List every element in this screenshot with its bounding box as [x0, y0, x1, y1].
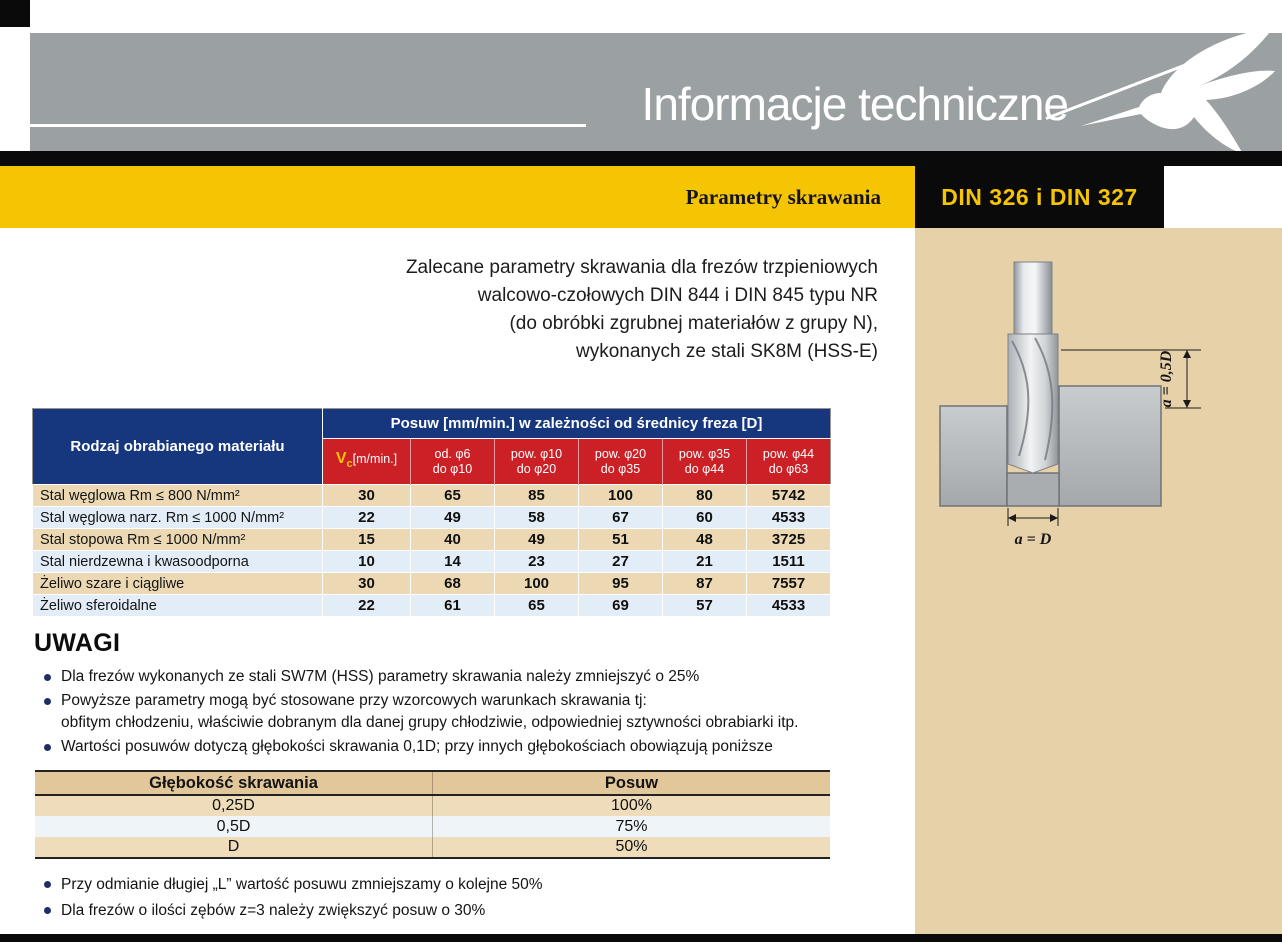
value-cell: 61	[411, 595, 495, 617]
vc-column-header	[323, 439, 411, 485]
page-title: Informacje techniczne	[641, 78, 1068, 130]
list-item	[44, 873, 915, 897]
list-item-text: Przy odmianie długiej „L” wartość posuwu zmniejszamy o kolejne 50%	[61, 876, 543, 893]
material-cell: Stal węglowa narz. Rm ≤ 1000 N/mm²	[33, 507, 323, 529]
value-cell: 51	[579, 529, 663, 551]
feed-cell: 50%	[433, 837, 831, 858]
table-row	[35, 795, 830, 816]
value-cell: 87	[663, 573, 747, 595]
value-cell: 58	[495, 507, 579, 529]
value-cell: 15	[323, 529, 411, 551]
material-cell: Stal węglowa Rm ≤ 800 N/mm²	[33, 485, 323, 507]
din-standard-box	[915, 166, 1164, 228]
list-item-text: Powyższe parametry mogą być stosowane przy wzorcowych warunkach skrawania tj: obfitym chłodzeniu, właściwie dobranym dla danej grupy chłodziwie, odpowiedniej sztywności obrabiarki itp.	[61, 692, 799, 731]
value-cell: 23	[495, 551, 579, 573]
list-item-text: Dla frezów o ilości zębów z=3 należy zwiększyć posuw o 30%	[61, 902, 486, 919]
footer-notes	[44, 873, 915, 923]
value-cell: 68	[411, 573, 495, 595]
value-cell: 27	[579, 551, 663, 573]
bullet-icon	[44, 674, 51, 681]
feed-span-header: Posuw [mm/min.] w zależności od średnicy freza [D]	[323, 409, 831, 439]
value-cell: 49	[411, 507, 495, 529]
value-cell: 65	[495, 595, 579, 617]
feed-cell: 100%	[433, 795, 831, 816]
depth-feed-table	[35, 770, 830, 859]
intro-line: wykonanych ze stali SK8M (HSS-E)	[576, 341, 878, 362]
value-cell: 1511	[747, 551, 831, 573]
dimension-horizontal	[1008, 508, 1058, 526]
depth-cell: D	[35, 837, 433, 858]
vc-subscript: c	[346, 458, 353, 471]
table-row	[35, 837, 830, 858]
list-item	[44, 690, 915, 734]
value-cell: 7557	[747, 573, 831, 595]
material-cell: Żeliwo sferoidalne	[33, 595, 323, 617]
value-cell: 22	[323, 507, 411, 529]
value-cell: 4533	[747, 595, 831, 617]
header-band	[30, 33, 1282, 151]
bullet-icon	[44, 881, 51, 888]
intro-line: walcowo-czołowych DIN 844 i DIN 845 typu NR	[477, 285, 878, 306]
depth-cell: 0,5D	[35, 816, 433, 837]
list-item	[44, 736, 915, 758]
value-cell: 65	[411, 485, 495, 507]
divider-strip	[0, 151, 1282, 166]
value-cell: 30	[323, 573, 411, 595]
value-cell: 49	[495, 529, 579, 551]
depth-cell: 0,25D	[35, 795, 433, 816]
value-cell: 30	[323, 485, 411, 507]
intro-paragraph	[0, 254, 878, 366]
diameter-column-header: pow. φ20 do φ35	[579, 439, 663, 485]
value-cell: 10	[323, 551, 411, 573]
table-row	[33, 485, 831, 507]
feed-cell: 75%	[433, 816, 831, 837]
cutting-parameters-table	[32, 408, 831, 617]
list-item-text: Dla frezów wykonanych ze stali SW7M (HSS) parametry skrawania należy zmniejszyć o 25%	[61, 668, 700, 685]
vc-symbol: V	[335, 449, 347, 467]
dim-label-horizontal: a = D	[1014, 531, 1052, 548]
feed-column-header: Posuw	[433, 771, 831, 795]
value-cell: 69	[579, 595, 663, 617]
value-cell: 80	[663, 485, 747, 507]
value-cell: 85	[495, 485, 579, 507]
material-cell: Stal nierdzewna i kwasoodporna	[33, 551, 323, 573]
corner-block	[0, 0, 30, 27]
uwagi-heading: UWAGI	[34, 629, 121, 657]
table-row	[35, 816, 830, 837]
section-title: Parametry skrawania	[685, 184, 881, 209]
value-cell: 22	[323, 595, 411, 617]
milling-diagram	[915, 246, 1282, 576]
table-row	[33, 595, 831, 617]
din-standard-label: DIN 326 i DIN 327	[941, 183, 1138, 210]
end-mill	[1008, 262, 1058, 473]
material-cell: Stal stopowa Rm ≤ 1000 N/mm²	[33, 529, 323, 551]
value-cell: 100	[495, 573, 579, 595]
value-cell: 5742	[747, 485, 831, 507]
diameter-column-header: pow. φ10 do φ20	[495, 439, 579, 485]
list-item-text: Wartości posuwów dotyczą głębokości skrawania 0,1D; przy innych głębokościach obowiązują poniższe	[61, 738, 773, 755]
list-item	[44, 666, 915, 688]
value-cell: 14	[411, 551, 495, 573]
diameter-column-header: pow. φ44 do φ63	[747, 439, 831, 485]
bullet-icon	[44, 698, 51, 705]
value-cell: 40	[411, 529, 495, 551]
diameter-column-header: pow. φ35 do φ44	[663, 439, 747, 485]
table-row	[33, 551, 831, 573]
bullet-icon	[44, 907, 51, 914]
value-cell: 100	[579, 485, 663, 507]
value-cell: 21	[663, 551, 747, 573]
material-column-header: Rodzaj obrabianego materiału	[33, 409, 323, 485]
diameter-column-header: od. φ6 do φ10	[411, 439, 495, 485]
table-row	[33, 507, 831, 529]
main-content	[0, 228, 915, 934]
value-cell: 67	[579, 507, 663, 529]
value-cell: 57	[663, 595, 747, 617]
value-cell: 4533	[747, 507, 831, 529]
intro-line: (do obróbki zgrubnej materiałów z grupy N),	[509, 313, 878, 334]
uwagi-list	[44, 666, 915, 758]
value-cell: 3725	[747, 529, 831, 551]
intro-line: Zalecane parametry skrawania dla frezów trzpieniowych	[405, 257, 878, 278]
value-cell: 95	[579, 573, 663, 595]
sidebar-panel	[915, 228, 1282, 934]
material-cell: Żeliwo szare i ciągliwe	[33, 573, 323, 595]
bottom-bar	[0, 934, 1282, 942]
table-row	[33, 573, 831, 595]
section-banner	[0, 166, 915, 228]
list-item	[44, 899, 915, 923]
vc-unit: [m/min.]	[352, 451, 398, 466]
bullet-icon	[44, 744, 51, 751]
title-underline	[30, 124, 586, 127]
depth-column-header: Głębokość skrawania	[35, 771, 433, 795]
table-row	[33, 529, 831, 551]
dim-label-vertical: a = 0,5D	[1158, 350, 1175, 408]
value-cell: 60	[663, 507, 747, 529]
value-cell: 48	[663, 529, 747, 551]
